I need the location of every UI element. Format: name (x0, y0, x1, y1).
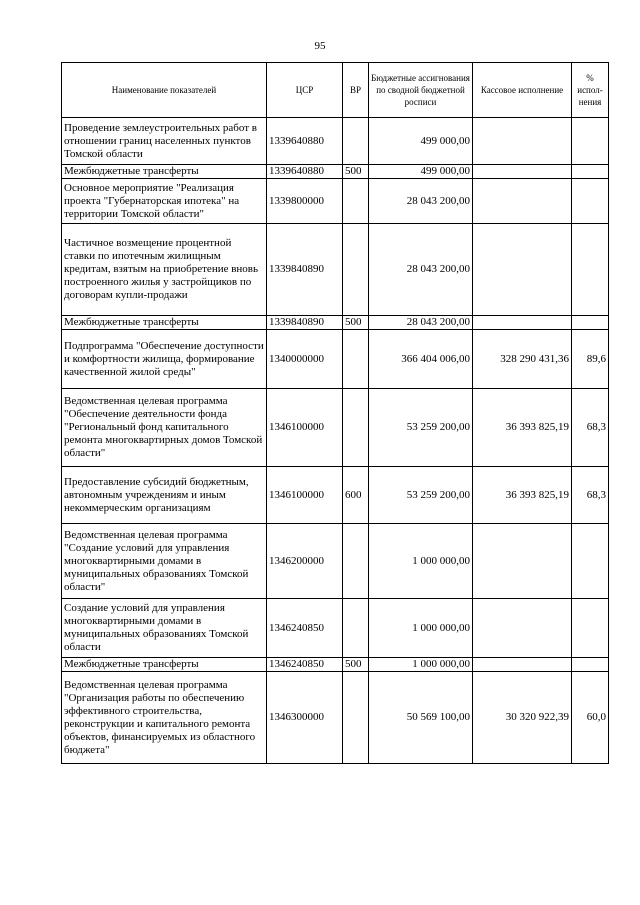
row-csr: 1340000000 (267, 330, 343, 389)
row-cash (473, 599, 572, 658)
table-row (62, 165, 609, 179)
row-pct: 68,3 (572, 389, 609, 467)
row-name: Основное мероприятие "Реализация проекта "Губернаторская ипотека" на территории Томской области" (62, 179, 267, 224)
row-cash: 36 393 825,19 (473, 389, 572, 467)
header-pct: % испол-нения (572, 63, 609, 118)
row-budget: 53 259 200,00 (369, 389, 473, 467)
header-name: Наименование показателей (62, 63, 267, 118)
header-budget: Бюджетные ассигнования по сводной бюджетной росписи (369, 63, 473, 118)
row-budget: 1 000 000,00 (369, 658, 473, 672)
row-budget: 499 000,00 (369, 118, 473, 165)
table-row (62, 118, 609, 165)
header-cash: Кассовое исполнение (473, 63, 572, 118)
row-name: Ведомственная целевая программа "Создание условий для управления многоквартирными домами в муниципальных образованиях Томской области" (62, 524, 267, 599)
row-name: Межбюджетные трансферты (62, 165, 267, 179)
table-row (62, 316, 609, 330)
row-csr: 1339840890 (267, 316, 343, 330)
row-csr: 1346240850 (267, 599, 343, 658)
table-row (62, 389, 609, 467)
row-name: Межбюджетные трансферты (62, 316, 267, 330)
row-csr: 1346200000 (267, 524, 343, 599)
header-csr: ЦСР (267, 63, 343, 118)
row-vr (343, 224, 369, 316)
row-vr (343, 524, 369, 599)
row-pct (572, 658, 609, 672)
row-budget: 1 000 000,00 (369, 524, 473, 599)
row-pct (572, 118, 609, 165)
row-vr: 500 (343, 658, 369, 672)
row-name: Частичное возмещение процентной ставки по ипотечным жилищным кредитам, взятым на приобретение вновь построенного жилья у застройщиков по договорам купли-продажи (62, 224, 267, 316)
row-budget: 28 043 200,00 (369, 316, 473, 330)
header-vr: ВР (343, 63, 369, 118)
row-cash (473, 316, 572, 330)
row-vr (343, 330, 369, 389)
row-pct (572, 599, 609, 658)
row-cash (473, 658, 572, 672)
row-budget: 50 569 100,00 (369, 672, 473, 764)
table-row (62, 224, 609, 316)
row-budget: 366 404 006,00 (369, 330, 473, 389)
row-pct: 60,0 (572, 672, 609, 764)
row-vr (343, 179, 369, 224)
row-budget: 1 000 000,00 (369, 599, 473, 658)
row-name: Межбюджетные трансферты (62, 658, 267, 672)
row-name: Ведомственная целевая программа "Обеспечение деятельности фонда "Региональный фонд капитального ремонта многоквартирных домов Томской области" (62, 389, 267, 467)
row-vr: 600 (343, 467, 369, 524)
row-vr (343, 599, 369, 658)
row-csr: 1339800000 (267, 179, 343, 224)
row-cash (473, 118, 572, 165)
row-pct (572, 179, 609, 224)
table-row (62, 467, 609, 524)
budget-table (61, 62, 609, 764)
row-pct: 68,3 (572, 467, 609, 524)
row-cash (473, 224, 572, 316)
row-csr: 1346100000 (267, 467, 343, 524)
row-cash (473, 165, 572, 179)
row-pct (572, 316, 609, 330)
table-row (62, 599, 609, 658)
row-pct (572, 224, 609, 316)
table-row (62, 179, 609, 224)
row-name: Подпрограмма "Обеспечение доступности и комфортности жилища, формирование качественной жилой среды" (62, 330, 267, 389)
row-vr: 500 (343, 316, 369, 330)
row-csr: 1339840890 (267, 224, 343, 316)
row-vr (343, 118, 369, 165)
row-vr (343, 672, 369, 764)
row-csr: 1339640880 (267, 165, 343, 179)
row-name: Предоставление субсидий бюджетным, автономным учреждениям и иным некоммерческим организациям (62, 467, 267, 524)
table-row (62, 658, 609, 672)
row-name: Создание условий для управления многоквартирными домами в муниципальных образованиях Томской области (62, 599, 267, 658)
row-cash (473, 524, 572, 599)
row-name: Ведомственная целевая программа "Организация работы по обеспечению эффективного строительства, реконструкции и капитального ремонта объектов, финансируемых из областного бюджета" (62, 672, 267, 764)
row-cash: 30 320 922,39 (473, 672, 572, 764)
page-number: 95 (314, 40, 326, 52)
row-cash: 328 290 431,36 (473, 330, 572, 389)
row-pct (572, 165, 609, 179)
row-name: Проведение землеустроительных работ в отношении границ населенных пунктов Томской области (62, 118, 267, 165)
row-pct: 89,6 (572, 330, 609, 389)
row-csr: 1346300000 (267, 672, 343, 764)
row-cash: 36 393 825,19 (473, 467, 572, 524)
row-csr: 1346100000 (267, 389, 343, 467)
row-cash (473, 179, 572, 224)
row-csr: 1346240850 (267, 658, 343, 672)
row-vr: 500 (343, 165, 369, 179)
row-budget: 28 043 200,00 (369, 179, 473, 224)
row-csr: 1339640880 (267, 118, 343, 165)
table-row (62, 330, 609, 389)
row-budget: 499 000,00 (369, 165, 473, 179)
row-vr (343, 389, 369, 467)
table-row (62, 524, 609, 599)
row-budget: 53 259 200,00 (369, 467, 473, 524)
row-budget: 28 043 200,00 (369, 224, 473, 316)
row-pct (572, 524, 609, 599)
table-header-row (62, 63, 609, 118)
table-row (62, 672, 609, 764)
